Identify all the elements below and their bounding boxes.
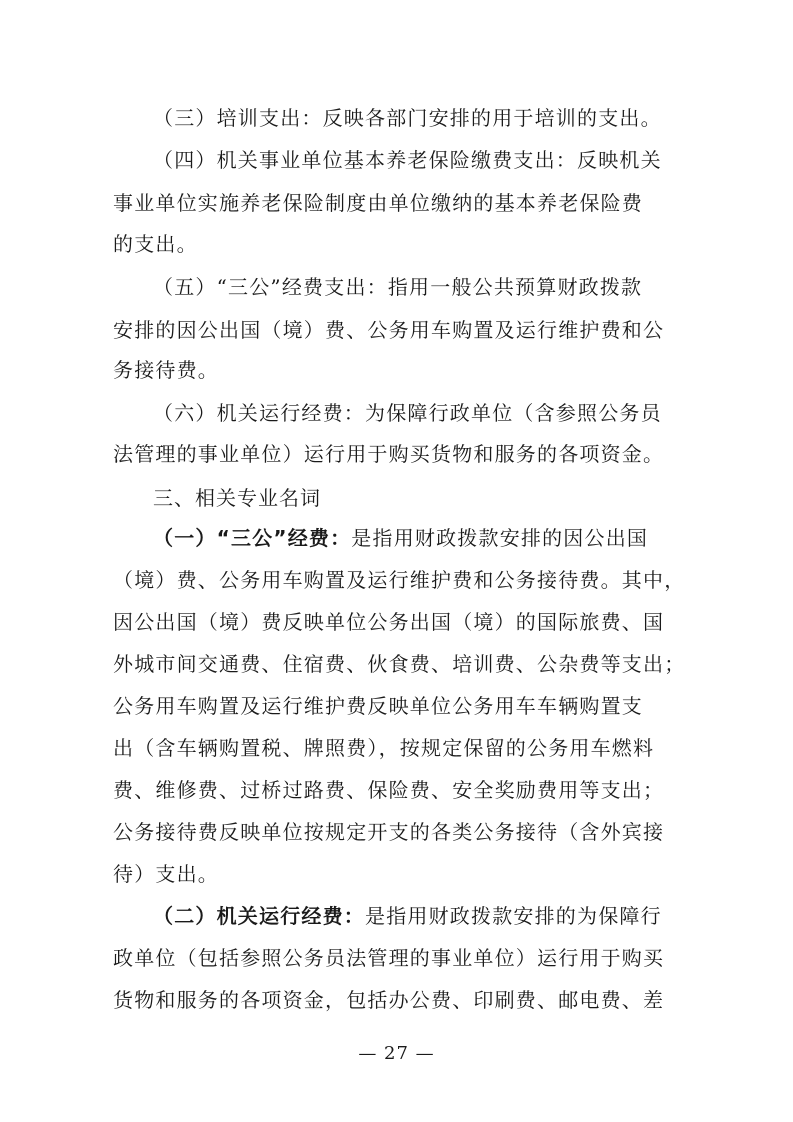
term-three-public-text: 是指用财政拨款安排的因公出国 xyxy=(351,526,649,550)
term-three-public-line-7: 费、维修费、过桥过路费、保险费、安全奖励费用等支出； xyxy=(113,778,665,802)
paragraph-three-public-line-3: 务接待费。 xyxy=(113,358,219,382)
term-three-public-line-6: 出（含车辆购置税、牌照费），按规定保留的公务用车燃料 xyxy=(113,736,655,760)
paragraph-operating-line-1: （六）机关运行经费：为保障行政单位（含参照公务员 xyxy=(153,401,662,425)
term-three-public-line-8: 公务接待费反映单位按规定开支的各类公务接待（含外宾接 xyxy=(113,820,665,844)
term-operating-line-3: 货物和服务的各项资金，包括办公费、印刷费、邮电费、差 xyxy=(113,988,665,1012)
page-number: — 27 — xyxy=(358,1043,435,1064)
paragraph-pension-line-1: （四）机关事业单位基本养老保险缴费支出：反映机关 xyxy=(153,148,662,172)
term-three-public-line-5: 公务用车购置及运行维护费反映单位公务用车车辆购置支 xyxy=(113,694,643,718)
paragraph-pension-line-2: 事业单位实施养老保险制度由单位缴纳的基本养老保险费 xyxy=(113,191,643,215)
paragraph-three-public-line-2: 安排的因公出国（境）费、公务用车购置及运行维护费和公 xyxy=(113,318,665,342)
paragraph-three-public-line-1: （五）“三公”经费支出：指用一般公共预算财政拨款 xyxy=(153,275,643,299)
term-three-public-line-3: 因公出国（境）费反映单位公务出国（境）的国际旅费、国 xyxy=(113,610,665,634)
term-three-public-line-2: （境）费、公务用车购置及运行维护费和公务接待费。其中， xyxy=(113,568,686,592)
section-heading: 三、相关专业名词 xyxy=(153,486,321,510)
paragraph-training-line-1: （三）培训支出：反映各部门安排的用于培训的支出。 xyxy=(153,106,662,130)
term-three-public-line-1 xyxy=(153,524,648,552)
term-three-public-line-4: 外城市间交通费、住宿费、伙食费、培训费、公杂费等支出； xyxy=(113,652,686,676)
term-three-public-line-9: 待）支出。 xyxy=(113,862,219,886)
term-operating-line-1 xyxy=(153,902,662,930)
term-operating-text: 是指用财政拨款安排的为保障行 xyxy=(365,904,662,928)
term-operating-title: （二）机关运行经费： xyxy=(153,904,365,928)
paragraph-operating-line-2: 法管理的事业单位）运行用于购买货物和服务的各项资金。 xyxy=(113,442,665,466)
term-three-public-title: （一）“三公”经费： xyxy=(153,526,352,550)
paragraph-pension-line-3: 的支出。 xyxy=(113,232,198,256)
term-operating-line-2: 政单位（包括参照公务员法管理的事业单位）运行用于购买 xyxy=(113,946,665,970)
